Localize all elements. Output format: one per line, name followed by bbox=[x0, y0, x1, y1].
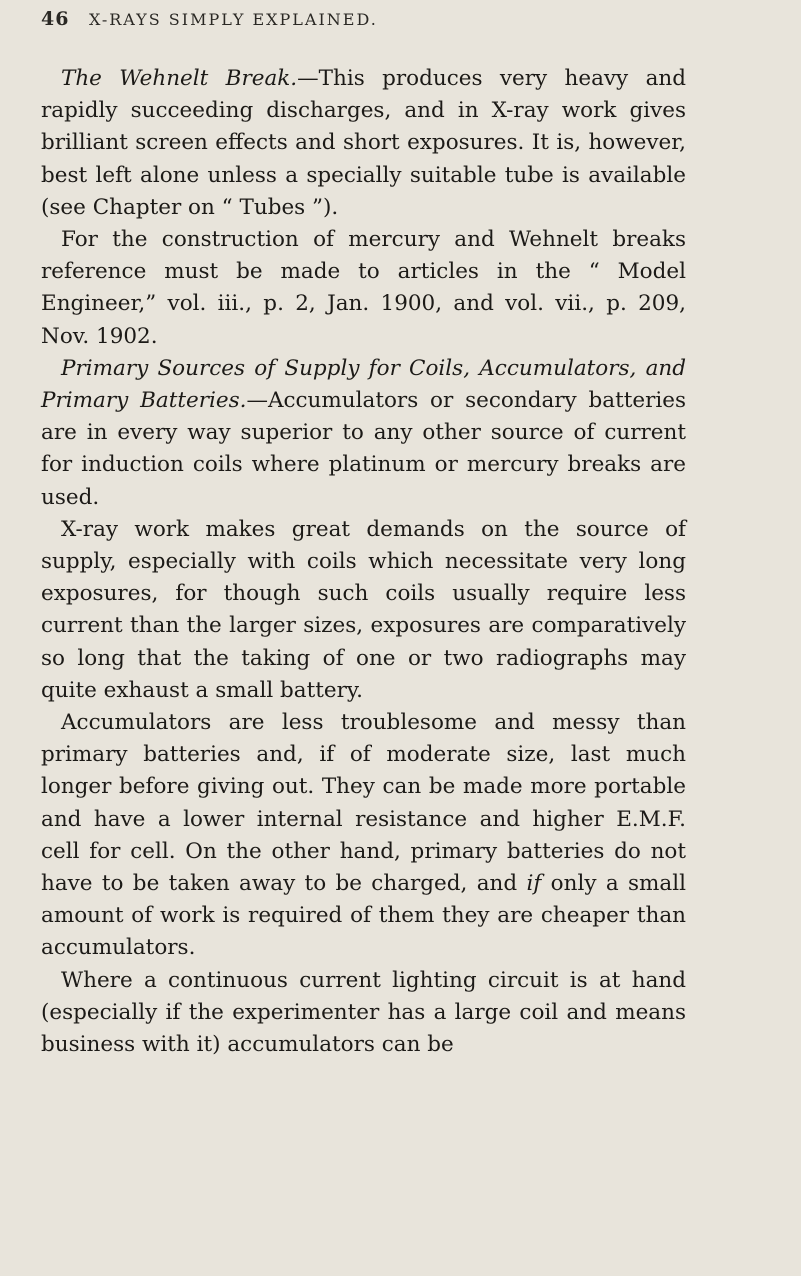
paragraph-construction-reference: For the construction of mercury and Wehnelt breaks reference must be made to articles in the “ Model Engineer,” vol. iii., p. 2, Jan. 1900, and vol. vii., p. 209, Nov. 1902. bbox=[41, 227, 686, 349]
emphasis-if: if bbox=[526, 871, 542, 897]
paragraph-wehnelt-break bbox=[41, 63, 686, 224]
page-number: 46 bbox=[41, 8, 70, 30]
paragraph-primary-sources bbox=[41, 353, 686, 514]
paragraph-text: only a small amount of work is required of them they are cheaper than accumulators. bbox=[41, 871, 686, 961]
running-title: X-RAYS SIMPLY EXPLAINED. bbox=[89, 10, 378, 29]
body-text bbox=[41, 63, 686, 1061]
paragraph-accumulators bbox=[41, 707, 686, 965]
paragraph-text: Accumulators are less troublesome and messy than primary batteries and, if of moderate size, last much longer before giving out. They can be made more portable and have a lower internal resistance and higher E.M.F. cell for cell. On the other hand, primary batteries do not have to be taken away to be charged, and bbox=[41, 710, 686, 897]
paragraph-lighting-circuit: Where a continuous current lighting circuit is at hand (especially if the experimenter has a large coil and means business with it) accumulators can be bbox=[41, 967, 686, 1058]
paragraph-xray-demands: X-ray work makes great demands on the source of supply, especially with coils which necessitate very long exposures, for though such coils usually require less current than the larger sizes, exposures are comparatively so long that the taking of one or two radiographs may quite exhaust a small battery. bbox=[41, 516, 686, 703]
section-heading-wehnelt-break: The Wehnelt Break. bbox=[61, 66, 298, 91]
paragraph-text: —Accumulators or secondary batteries are in every way superior to any other source of current for induction coils where platinum or mercury breaks are used. bbox=[41, 388, 687, 510]
section-heading-primary-sources: Primary Sources of Supply for Coils, Accumulators, and Primary Batteries. bbox=[41, 355, 686, 414]
running-head bbox=[41, 8, 691, 38]
paragraph-text: —This produces very heavy and rapidly succeeding discharges, and in X-ray work gives brilliant screen effects and short exposures. It is, however, best left alone unless a specially suitable tube is available (see Chapter on “ Tubes ”). bbox=[41, 66, 686, 220]
